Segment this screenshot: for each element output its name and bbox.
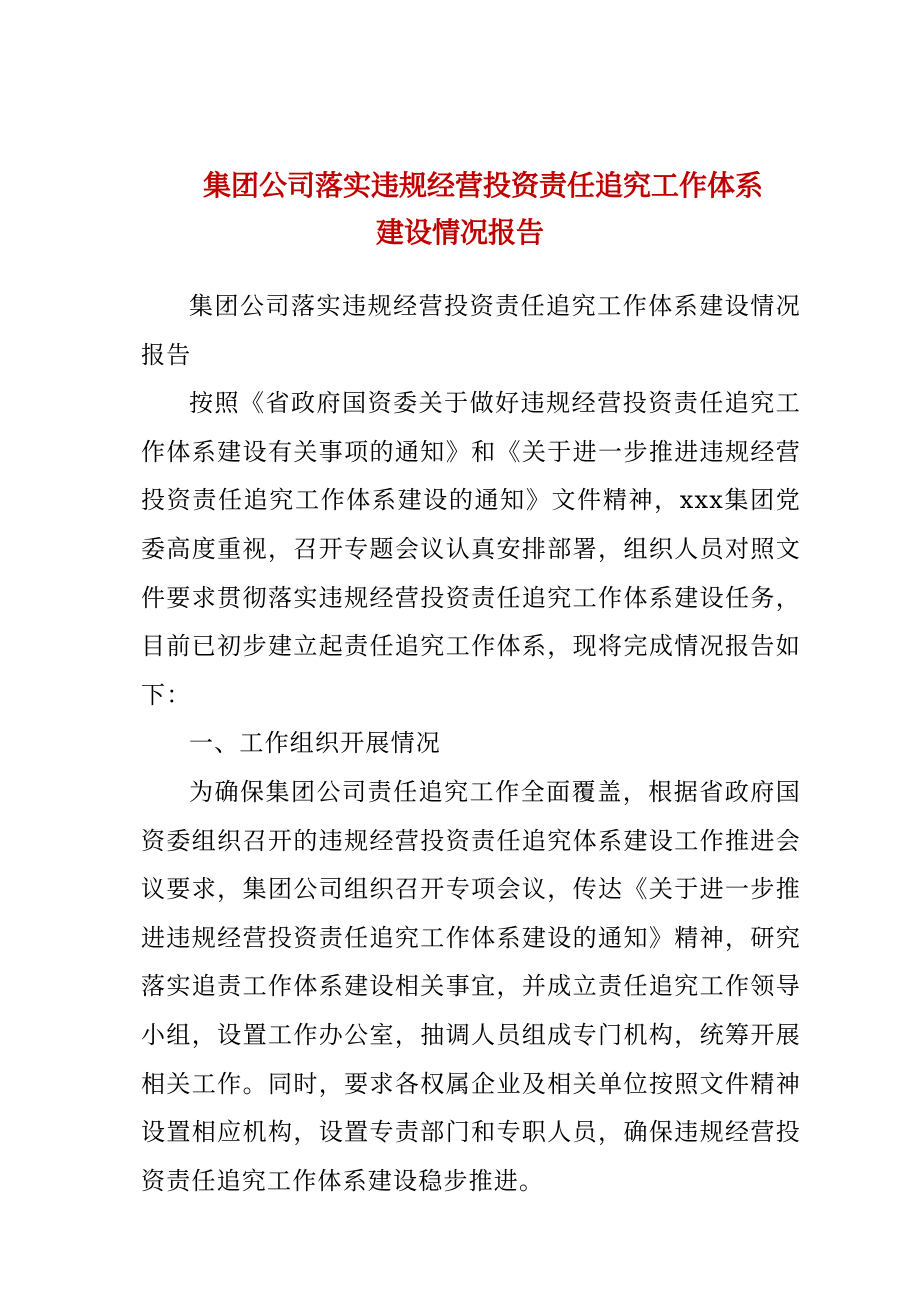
document-title-line-2: 建设情况报告 [375,216,544,249]
paragraph-section-1: 为确保集团公司责任追究工作全面覆盖，根据省政府国资委组织召开的违规经营投资责任追究体系建设工作推进会议要求，集团公司组织召开专项会议，传达《关于进一步推进违规经营投资责任追究工作体系建设的通知》精神，研究落实追责工作体系建设相关事宜，并成立责任追究工作领导小组，设置工作办公室，抽调人员组成专门机构，统筹开展相关工作。同时，要求各权属企业及相关单位按照文件精神设置相应机构，设置专责部门和专职人员，确保违规经营投资责任追究工作体系建设稳步推进。 [141,777,801,1195]
section-heading-1: 一、工作组织开展情况 [189,729,441,758]
paragraph-intro: 按照《省政府国资委关于做好违规经营投资责任追究工作体系建设有关事项的通知》和《关于进一步推进违规经营投资责任追究工作体系建设的通知》文件精神，xxx集团党委高度重视，召开专题会议认真安排部署，组织人员对照文件要求贯彻落实违规经营投资责任追究工作体系建设任务，目前已初步建立起责任追究工作体系，现将完成情况报告如下： [141,389,801,709]
document-body [141,282,801,1205]
paragraph-subtitle: 集团公司落实违规经营投资责任追究工作体系建设情况报告 [141,292,801,369]
document-title-line-1: 集团公司落实违规经营投资责任追究工作体系 [202,169,763,202]
